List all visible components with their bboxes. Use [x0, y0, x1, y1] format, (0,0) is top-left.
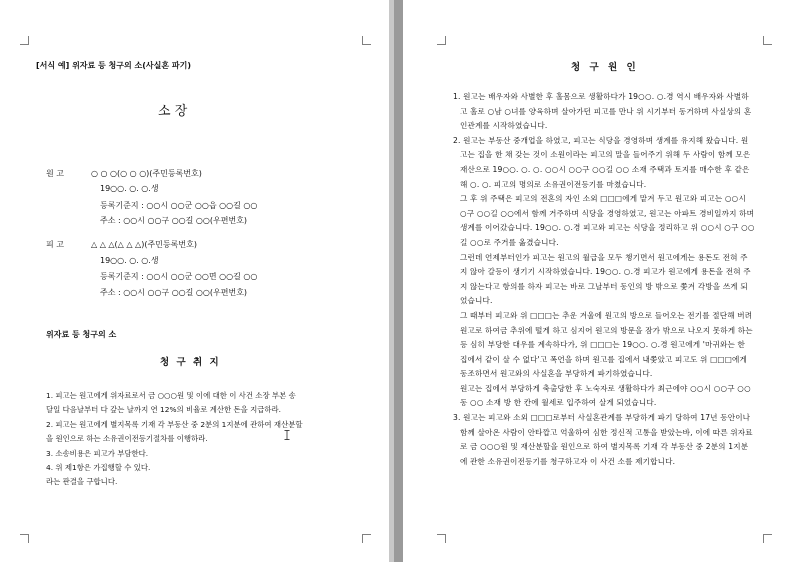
claim-line: 달일 다음날부터 다 갚는 날까지 연 12%의 비율로 계산한 돈을 지급하라.: [46, 405, 282, 414]
claim-line: 1. 피고는 원고에게 위자료로서 금 ○○○원 및 이에 대한 이 사건 소장 부본 송: [46, 391, 296, 400]
claim-line: 3. 소송비용은 피고가 부담한다.: [46, 449, 149, 458]
plaintiff-registry: 등록기준지 : ○○시 ○○군 ○○읍 ○○길 ○○: [100, 201, 258, 210]
form-label: [서식 예] 위자료 등 청구의 소(사실혼 파기): [36, 61, 191, 70]
cause-paragraph: 그런데 언제부터인가 피고는 원고의 월급을 모두 챙기면서 원고에게는 용돈도 전혀 주지 않아 갈등이 생기기 시작하였습니다. 19○○. ○.경 피고가 원고에게 용돈을 전혀 주지 않는다고 항의를 하자 피고는 바로 그날부터 동인의 방 밖으로 쫓겨 각방을 쓰게 되었습니다.: [460, 252, 751, 306]
cause-paragraph: 3. 원고는 피고와 소외 □□□로부터 사실혼관계를 부당하게 파기 당하여 17년 동안이나 함께 살아온 사람이 안타깝고 억울하여 심한 정신적 고통을 받았는바, 이에 따른 위자료로 금 ○○○원 및 재산분할을 원인으로 하여 별지목록 기재 각 부동산 중 2분의 1지분에 관한 소유권이전등기를 청구하고자 이 사건 소를 제기합니다.: [453, 413, 753, 466]
cause-paragraph: 원고는 집에서 부당하게 축출당한 후 노숙자로 생활하다가 최근에야 ○○시 ○○구 ○○동 ○○ 소재 방 한 칸에 월세로 입주하여 살게 되었습니다.: [460, 383, 751, 408]
cause-paragraph: 그 후 위 주택은 피고의 전혼의 자인 소외 □□□에게 맡겨 두고 원고와 피고는 ○○시 ○구 ○○길 ○○에서 함께 거주하며 식당을 경영하였고, 원고는 아파트 경비일까지 하며 생계를 이어갔습니다. 19○○. ○.경 피고와 피고는 식당을 정리하고 위 ○○시 ○구 ○○길 ○○로 주거를 옮겼습니다.: [460, 194, 755, 247]
page-corner-mark: [437, 36, 446, 45]
right-page: [403, 0, 800, 562]
defendant-birth: 19○○. ○. ○.생: [100, 256, 159, 265]
cause-heading: 청 구 원 인: [571, 62, 639, 73]
page-corner-mark: [763, 534, 772, 543]
left-page: [0, 0, 389, 562]
defendant-registry: 등록기준지 : ○○시 ○○군 ○○면 ○○길 ○○: [100, 272, 258, 281]
text-cursor-icon: [284, 430, 290, 440]
page-gap: [389, 0, 403, 562]
defendant-role: 피 고: [46, 240, 64, 249]
page-corner-mark: [437, 534, 446, 543]
plaintiff-birth: 19○○. ○. ○.생: [100, 184, 159, 193]
page-corner-mark: [362, 534, 371, 543]
cause-body: [453, 90, 755, 469]
claim-line: 라는 판결을 구합니다.: [46, 477, 118, 486]
plaintiff-name: ○ ○ ○(○ ○ ○)(주민등록번호): [91, 169, 202, 178]
defendant-name: △ △ △(△ △ △)(주민등록번호): [91, 240, 197, 249]
claim-line: 2. 피고는 원고에게 별지목록 기재 각 부동산 중 2분의 1지분에 관하여 재산분할: [46, 420, 303, 429]
page-corner-mark: [20, 36, 29, 45]
plaintiff-address: 주소 : ○○시 ○○구 ○○길 ○○(우편번호): [100, 216, 248, 225]
cause-paragraph: 그 때부터 피고와 위 □□□는 추운 겨울에 원고의 방으로 들어오는 전기를 절단해 버려 원고로 하여금 추위에 떨게 하고 심지어 원고의 방문을 잠가 밖으로 나오지 못하게 하는 등 심히 부당한 대우를 계속하다가, 위 □□□는 19○○. ○.경 원고에게 '마귀와는 한 집에서 같이 살 수 없다'고 폭언을 하며 원고를 집에서 내쫓았고 피고도 위 □□□에게 동조하면서 원고와의 사실혼을 부당하게 파기하였습니다.: [460, 310, 753, 379]
case-title: 위자료 등 청구의 소: [46, 330, 117, 339]
cause-paragraph: 2. 원고는 부동산 중개업을 하였고, 피고는 식당을 경영하며 생계를 유지해 왔습니다. 원고는 집을 한 채 갖는 것이 소원이라는 피고의 말을 들어주기 위해 두 사람이 함께 모은 재산으로 19○○. ○. ○. ○○시 ○○구 ○○길 ○○ 소재 주택과 토지를 매수한 후 같은 해 ○. ○. 피고의 명의로 소유권이전등기를 마쳤습니다.: [453, 135, 751, 189]
claim-line: 을 원인으로 하는 소유권이전등기절차를 이행하라.: [46, 434, 208, 443]
cause-paragraph: 1. 원고는 배우자와 사별한 후 홀몸으로 생활하다가 19○○. ○.경 역시 배우자와 사별하고 홀로 ○남 ○녀를 양육하며 살아가던 피고를 만나 위 시기부터 동거하며 사실상의 혼인관계를 시작하였습니다.: [453, 92, 752, 131]
defendant-address: 주소 : ○○시 ○○구 ○○길 ○○(우편번호): [100, 288, 248, 297]
page-corner-mark: [362, 36, 371, 45]
page-corner-mark: [763, 36, 772, 45]
page-corner-mark: [20, 534, 29, 543]
claim-line: 4. 위 제1항은 가집행할 수 있다.: [46, 463, 151, 472]
plaintiff-role: 원 고: [46, 169, 64, 178]
document-title: 소 장: [158, 104, 188, 119]
claim-heading: 청 구 취 지: [160, 357, 221, 368]
